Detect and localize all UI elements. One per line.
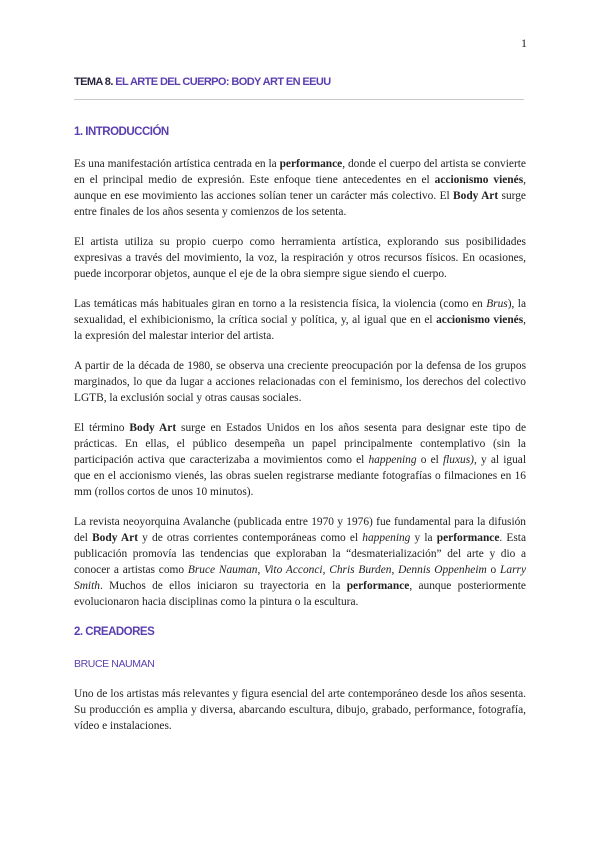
text-run: Es una manifestación artística centrada en la <box>74 158 280 170</box>
text-run: La revista neoyorquina Avalanche (publicada entre 1970 y 1976) fue fundamental para la difusión del <box>74 516 526 544</box>
text-run: . Muchos de ellos iniciaron su trayectoria en la <box>99 580 347 592</box>
paragraph <box>74 156 526 220</box>
text-run: y de otras corrientes contemporáneas como el <box>138 532 363 544</box>
text-run: , la expresión del malestar interior del artista. <box>74 314 526 342</box>
paragraph <box>74 234 526 282</box>
text-run: , <box>257 564 265 576</box>
subsection-heading-bruce-nauman: BRUCE NAUMAN <box>74 658 155 670</box>
paragraph <box>74 420 526 500</box>
paragraph <box>74 514 526 610</box>
text-run: , y al igual que en el accionismo vienés, las obras suelen registrarse mediante fotografías o filmaciones en 16 mm (rollos cortos de unos 10 minutos). <box>74 454 526 498</box>
italic-term: Larry Smith <box>74 564 526 592</box>
text-run: , <box>391 564 399 576</box>
text-run: , aunque posteriormente evolucionaron hacia disciplinas como la pintura o la escultura. <box>74 580 526 608</box>
bold-term: performance <box>436 532 500 544</box>
title-divider <box>74 99 524 100</box>
page-number: 1 <box>521 36 527 50</box>
text-run: surge en Estados Unidos en los años sesenta para designar este tipo de prácticas. En ellas, el público desempeña un papel principalmente contemplativo (sin la participación activa que caracterizaba a movimientos como el <box>74 422 526 466</box>
bold-term: accionismo vienés <box>434 174 524 186</box>
text-run: Uno de los artistas más relevantes y figura esencial del arte contemporáneo desde los años sesenta. Su producción es amplia y diversa, abarcando escultura, dibujo, grabado, performance, fotografía, vídeo e instalaciones. <box>74 688 526 732</box>
text-run: A partir de la década de 1980, se observa una creciente preocupación por la defensa de los grupos marginados, lo que da lugar a acciones relacionadas con el feminismo, los derechos del colectivo LGTB, la exclusión social y otras causas sociales. <box>74 360 526 404</box>
text-run: y la <box>410 532 437 544</box>
text-run: El término <box>74 422 130 434</box>
bold-term: Body Art <box>453 190 499 202</box>
section-heading-creadores: 2. CREADORES <box>74 626 155 638</box>
italic-term: Chris Burden <box>329 564 392 576</box>
text-run: o <box>486 564 501 576</box>
text-run: . Esta publicación promovía las tendencias que exploraban la “desmaterialización” del arte y dio a conocer a artistas como <box>74 532 527 576</box>
paragraph <box>74 686 526 734</box>
italic-term: Brus <box>486 298 508 310</box>
document-body <box>74 118 526 748</box>
title-rest: EL ARTE DEL CUERPO: BODY ART EN EEUU <box>112 76 331 88</box>
section-heading-introduccion: 1. INTRODUCCIÓN <box>74 126 169 138</box>
italic-term: Vito Acconci <box>264 564 323 576</box>
text-run: surge entre finales de los años sesenta y comienzos de los setenta. <box>74 190 526 218</box>
text-run: El artista utiliza su propio cuerpo como herramienta artística, explorando sus posibilidades expresivas a través del movimiento, la voz, la respiración y otros recursos físicos. En ocasiones, puede incorporar objetos, aunque el eje de la obra siempre sigue siendo el cuerpo. <box>74 236 526 280</box>
text-run: o el <box>416 454 443 466</box>
bold-term: performance <box>346 580 410 592</box>
italic-term: Bruce Nauman <box>187 564 258 576</box>
text-run: ), la sexualidad, el exhibicionismo, la crítica social y política, y, al igual que en el <box>74 298 527 326</box>
bold-term: Body Art <box>129 422 177 434</box>
italic-term: happening <box>362 532 411 544</box>
bold-term: performance <box>279 158 343 170</box>
paragraph <box>74 296 526 344</box>
text-run: , <box>322 564 330 576</box>
text-run: Las temáticas más habituales giran en torno a la resistencia física, la violencia (como en <box>74 298 487 310</box>
italic-term: happening <box>368 454 417 466</box>
bold-term: accionismo vienés <box>436 314 524 326</box>
paragraph <box>74 358 526 406</box>
italic-term: fluxus) <box>442 454 474 466</box>
bold-term: Body Art <box>92 532 139 544</box>
italic-term: Dennis Oppenheim <box>398 564 487 576</box>
document-title <box>74 76 331 88</box>
title-prefix: TEMA 8. <box>74 76 113 88</box>
text-run: , aunque en ese movimiento las acciones solían tener un carácter más colectivo. El <box>74 174 526 202</box>
text-run: , donde el cuerpo del artista se convierte en el principal medio de expresión. Este enfoque tiene antecedentes en el <box>74 158 526 186</box>
